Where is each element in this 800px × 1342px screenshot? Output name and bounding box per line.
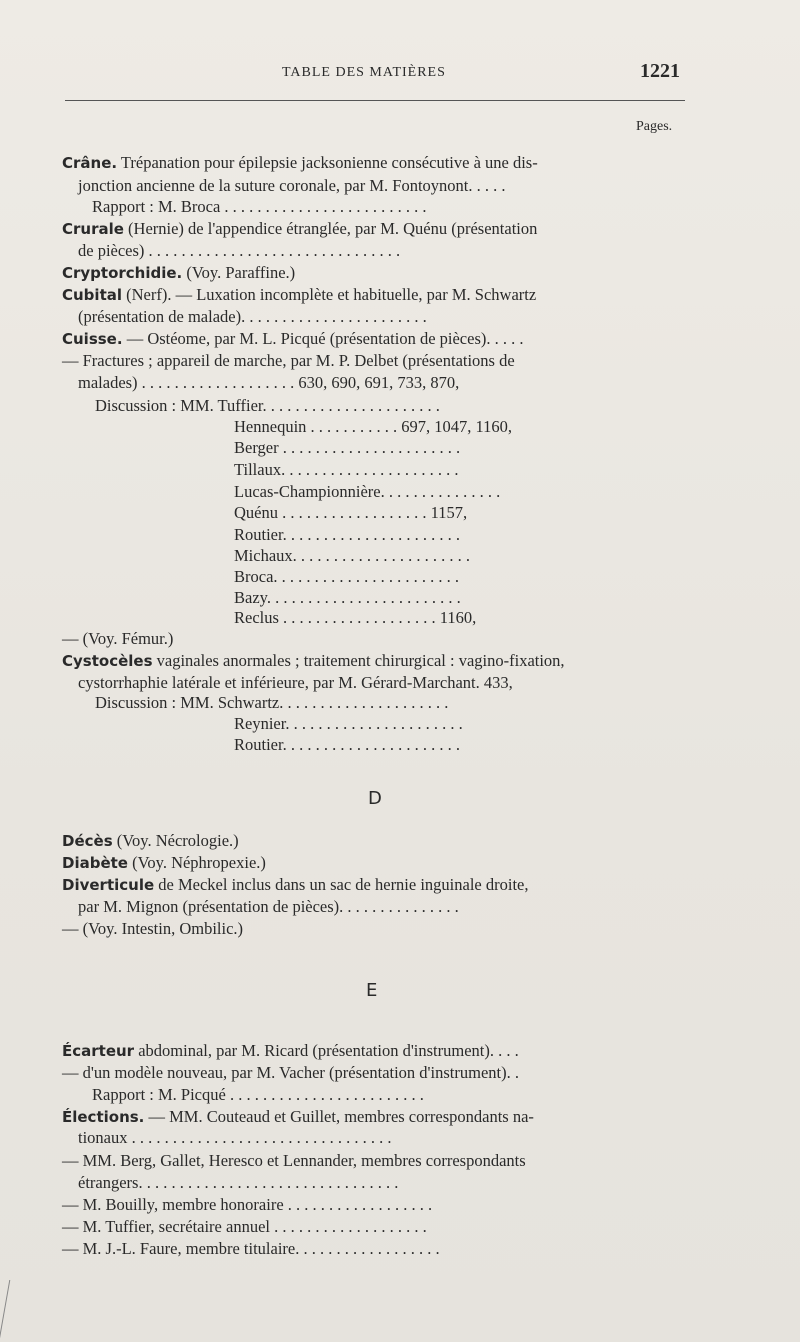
index-entry [62, 262, 295, 284]
index-entry [62, 1150, 526, 1172]
index-entry [234, 481, 500, 503]
index-entry [78, 240, 400, 262]
entry-heading: Diabète [62, 854, 128, 872]
index-entry [78, 672, 513, 694]
entry-heading: Cystocèles [62, 652, 153, 670]
entry-text: — MM. Couteaud et Guillet, membres correspondants na- [144, 1107, 534, 1126]
page-number: 1221 [640, 60, 680, 82]
entry-text: (présentation de malade). . . . . . . . . . . . . . . . . . . . . . . [78, 307, 427, 326]
entry-heading: Crâne. [62, 154, 118, 172]
margin-pencil-mark [0, 1280, 16, 1340]
entry-text: Reynier. . . . . . . . . . . . . . . . . . . . . . [234, 714, 463, 733]
entry-text: (Voy. Néphropexie.) [127, 853, 266, 872]
entry-text: abdominal, par M. Ricard (présentation d'instrument). . . . [134, 1041, 519, 1060]
entry-text: Rapport : M. Broca . . . . . . . . . . . . . . . . . . . . . . . . . [92, 197, 427, 216]
index-entry [78, 306, 427, 328]
header-rule [65, 100, 685, 101]
index-entry [234, 416, 512, 438]
index-entry [62, 1238, 440, 1260]
entry-text: (Hernie) de l'appendice étranglée, par M. Quénu (présentation [123, 219, 538, 238]
index-entry [234, 437, 460, 459]
index-entry [234, 734, 460, 756]
index-entry [234, 545, 470, 567]
entry-text: — (Voy. Fémur.) [62, 629, 174, 648]
entry-text: — MM. Berg, Gallet, Heresco et Lennander, membres correspondants [62, 1151, 526, 1170]
entry-text: Hennequin . . . . . . . . . . . 697, 1047, 1160, [234, 417, 513, 436]
index-entry [92, 1084, 424, 1106]
index-entry [62, 830, 239, 852]
entry-text: Berger . . . . . . . . . . . . . . . . . . . . . . [234, 438, 461, 457]
entry-text: de pièces) . . . . . . . . . . . . . . . . . . . . . . . . . . . . . . . [78, 241, 401, 260]
entry-text: — Fractures ; appareil de marche, par M. P. Delbet (présentations de [62, 351, 515, 370]
index-entry [62, 284, 536, 306]
entry-text: Discussion : MM. Schwartz. . . . . . . . . . . . . . . . . . . . . [95, 693, 449, 712]
entry-text: (Voy. Paraffine.) [182, 263, 296, 282]
entry-text: Broca. . . . . . . . . . . . . . . . . . . . . . . [234, 567, 460, 586]
index-entry [62, 350, 515, 372]
index-entry [234, 502, 467, 524]
index-entry [62, 1106, 534, 1128]
entry-heading: Cubital [62, 286, 122, 304]
entry-heading: Crurale [62, 220, 124, 238]
entry-text: Discussion : MM. Tuffier. . . . . . . . . . . . . . . . . . . . . . [95, 396, 440, 415]
entry-heading: Cryptorchidie. [62, 264, 183, 282]
entry-text: Rapport : M. Picqué . . . . . . . . . . . . . . . . . . . . . . . . [92, 1085, 424, 1104]
entry-text: jonction ancienne de la suture coronale, par M. Fontoynont. . . . . [78, 176, 506, 195]
entry-text: Routier. . . . . . . . . . . . . . . . . . . . . . [234, 735, 460, 754]
index-entry [234, 524, 460, 546]
entry-heading: Écarteur [62, 1042, 135, 1060]
entry-text: (Voy. Nécrologie.) [112, 831, 239, 850]
entry-text: — (Voy. Intestin, Ombilic.) [62, 919, 244, 938]
index-entry [234, 566, 459, 588]
index-entry [78, 372, 459, 394]
index-entry [62, 852, 266, 874]
index-entry [62, 650, 565, 672]
entry-text: Routier. . . . . . . . . . . . . . . . . . . . . . [234, 525, 460, 544]
index-entry [62, 1062, 519, 1084]
entry-text: malades) . . . . . . . . . . . . . . . . . . . 630, 690, 691, 733, 870, [78, 373, 460, 392]
index-entry [62, 628, 173, 650]
entry-text: Bazy. . . . . . . . . . . . . . . . . . . . . . . . [234, 588, 461, 607]
index-entry [62, 218, 537, 240]
section-letter-d: D [368, 788, 382, 809]
index-entry [62, 1194, 432, 1216]
entry-text: Tillaux. . . . . . . . . . . . . . . . . . . . . . [234, 460, 459, 479]
entry-text: étrangers. . . . . . . . . . . . . . . . . . . . . . . . . . . . . . . . [78, 1173, 399, 1192]
index-entry [95, 395, 440, 417]
entry-text: Quénu . . . . . . . . . . . . . . . . . . 1157, [234, 503, 468, 522]
entry-text: Michaux. . . . . . . . . . . . . . . . . . . . . . [234, 546, 471, 565]
entry-heading: Cuisse. [62, 330, 123, 348]
entry-text: — d'un modèle nouveau, par M. Vacher (présentation d'instrument). . [62, 1063, 519, 1082]
entry-text: (Nerf). — Luxation incomplète et habituelle, par M. Schwartz [122, 285, 537, 304]
index-entry [92, 196, 427, 218]
index-entry [95, 692, 448, 714]
header-title: TABLE DES MATIÈRES [282, 65, 446, 80]
entry-heading: Diverticule [62, 876, 155, 894]
index-entry [62, 1040, 519, 1062]
index-entry [62, 328, 524, 350]
entry-text: cystorrhaphie latérale et inférieure, par M. Gérard-Marchant. 433, [78, 673, 513, 692]
index-entry [62, 1216, 427, 1238]
index-entry [62, 874, 528, 896]
entry-text: de Meckel inclus dans un sac de hernie inguinale droite, [154, 875, 529, 894]
index-entry [62, 152, 538, 174]
index-entry [78, 1172, 398, 1194]
index-entry [234, 459, 458, 481]
pages-column-label: Pages. [636, 119, 673, 134]
entry-text: par M. Mignon (présentation de pièces). . . . . . . . . . . . . . . [78, 897, 459, 916]
entry-text: Reclus . . . . . . . . . . . . . . . . . . . 1160, [234, 608, 477, 627]
entry-text: Trépanation pour épilepsie jacksonienne consécutive à une dis- [117, 153, 538, 172]
index-entry [78, 896, 459, 918]
index-entry [234, 713, 463, 735]
entry-text: Lucas-Championnière. . . . . . . . . . . . . . . [234, 482, 501, 501]
entry-heading: Élections. [62, 1108, 145, 1126]
index-entry [62, 918, 243, 940]
entry-text: — M. Bouilly, membre honoraire . . . . . . . . . . . . . . . . . . [62, 1195, 433, 1214]
entry-text: tionaux . . . . . . . . . . . . . . . . . . . . . . . . . . . . . . . . [78, 1128, 392, 1147]
entry-text: vaginales anormales ; traitement chirurgical : vagino-fixation, [152, 651, 565, 670]
index-entry [234, 607, 476, 629]
index-entry [78, 175, 506, 197]
entry-text: — M. Tuffier, secrétaire annuel . . . . . . . . . . . . . . . . . . . [62, 1217, 427, 1236]
entry-text: — M. J.-L. Faure, membre titulaire. . . . . . . . . . . . . . . . . . [62, 1239, 440, 1258]
section-letter-e: E [366, 980, 378, 1001]
running-header [60, 62, 686, 86]
index-entry [234, 587, 461, 609]
index-entry [78, 1127, 392, 1149]
entry-text: — Ostéome, par M. L. Picqué (présentation de pièces). . . . . [122, 329, 524, 348]
entry-heading: Décès [62, 832, 113, 850]
